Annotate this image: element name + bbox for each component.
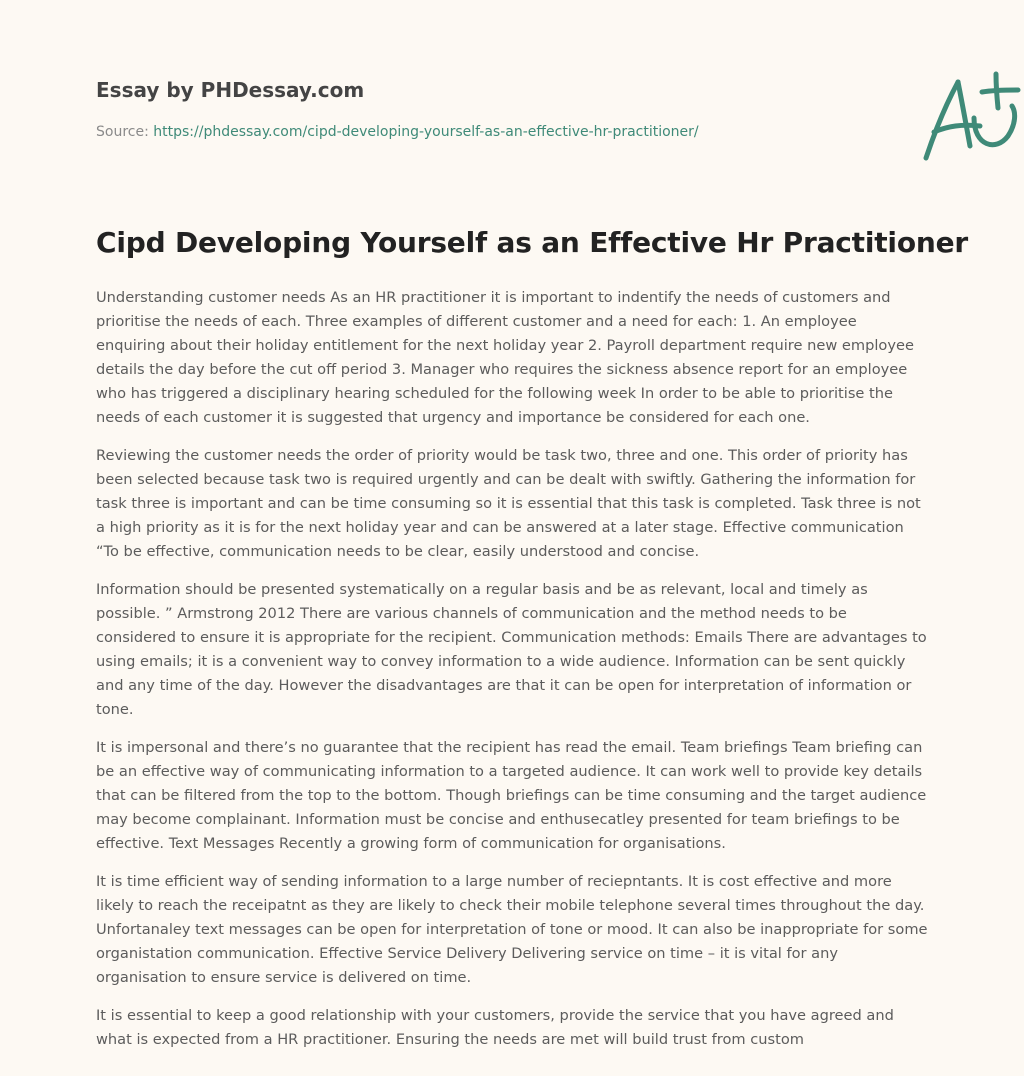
article-paragraph: It is impersonal and there’s no guarantee that the recipient has read the email. Team briefings Team briefing can be an effective way of communicating information to a targeted audience. It can work well to provide key details that can be filtered from the top to the bottom. Though briefings can be time consuming and the target audience may become complainant. Information must be concise and enthusecatley presented for team briefings to be effective. Text Messages Recently a growing form of communication for organisations. bbox=[96, 739, 927, 852]
article-paragraph: Reviewing the customer needs the order of priority would be task two, three and one. This order of priority has been selected because task two is required urgently and can be dealt with swiftly. Gathering the information for task three is important and can be time consuming so it is essential that this task is completed. Task three is not a high priority as it is for the next holiday year and can be answered at a later stage. Effective communication “To be effective, communication needs to be clear, easily understood and concise. bbox=[96, 447, 921, 560]
article-title: Cipd Developing Yourself as an Effective Hr Practitioner bbox=[96, 226, 969, 259]
article-paragraph: Information should be presented systematically on a regular basis and be as relevant, local and timely as possible. ” Armstrong 2012 There are various channels of communication and the method needs to be considered to ensure it is appropriate for the recipient. Communication methods: Emails There are advantages to using emails; it is a convenient way to convey information to a wide audience. Information can be sent quickly and any time of the day. However the disadvantages are that it can be open for interpretation of information or tone. bbox=[96, 581, 927, 718]
article-body bbox=[96, 286, 928, 1066]
source-link[interactable]: https://phdessay.com/cipd-developing-yourself-as-an-effective-hr-practitioner/ bbox=[153, 124, 699, 140]
source-label: Source: bbox=[96, 124, 154, 140]
a-plus-logo-icon bbox=[918, 66, 1024, 166]
article-paragraph: Understanding customer needs As an HR practitioner it is important to indentify the needs of customers and prioritise the needs of each. Three examples of different customer and a need for each: 1. An employee enquiring about their holiday entitlement for the next holiday year 2. Payroll department require new employee details the day before the cut off period 3. Manager who requires the sickness absence report for an employee who has triggered a disciplinary hearing scheduled for the following week In order to be able to prioritise the needs of each customer it is suggested that urgency and importance be considered for each one. bbox=[96, 289, 914, 426]
article-paragraph: It is essential to keep a good relationship with your customers, provide the service that you have agreed and what is expected from a HR practitioner. Ensuring the needs are met will build trust from custom bbox=[96, 1007, 894, 1048]
article-paragraph: It is time efficient way of sending information to a large number of reciepntants. It is cost effective and more likely to reach the receipatnt as they are likely to check their mobile telephone several times throughout the day. Unfortanaley text messages can be open for interpretation of tone or mood. It can also be inappropriate for some organistation communication. Effective Service Delivery Delivering service on time – it is vital for any organisation to ensure service is delivered on time. bbox=[96, 873, 928, 986]
site-title: Essay by PHDessay.com bbox=[96, 78, 365, 102]
source-line bbox=[96, 124, 699, 140]
